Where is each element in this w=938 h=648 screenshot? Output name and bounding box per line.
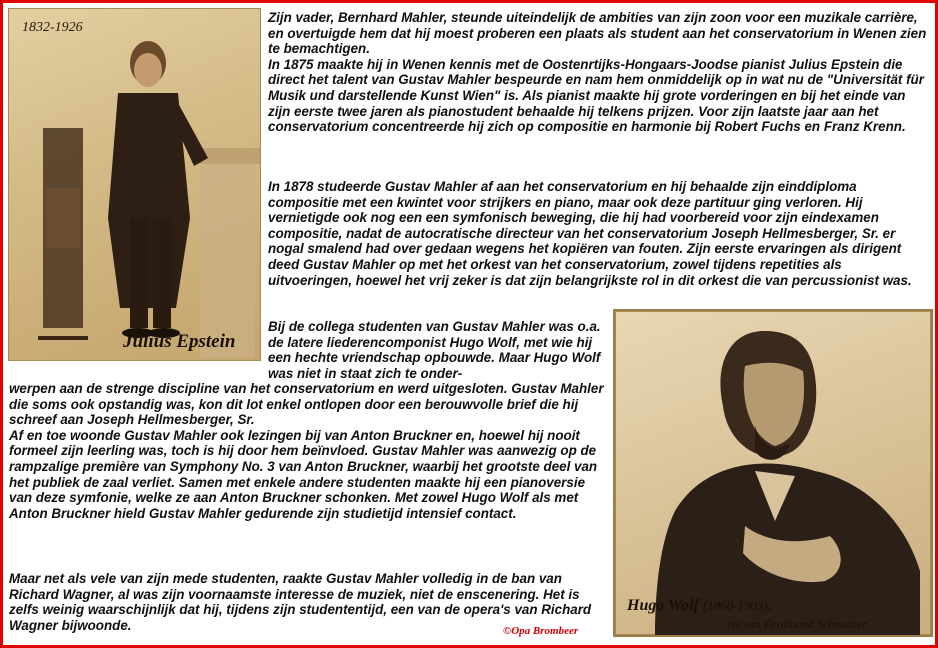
hugo-wolf-figure <box>615 311 931 635</box>
epstein-years: 1832-1926 <box>22 20 83 35</box>
paragraph-epstein: In 1875 maakte hij in Wenen kennis met de Oostenrtijks-Hongaars-Joodse pianist Julius Epstein die direct het talent van Gustav Mahler bespeurde en nam hem onmiddelijk op in wat nu de "Universität für Musik und darstellende Kunst Wien" is. Als pianist maakte hij grote vorderingen en bij het einde van zijn eerste twee jaren als pianostudent behaalde hij telkens prijzen. Voor zijn laatste jaar aan het conservatorium concentreerde hij zich op compositie en harmonie bij Robert Fuchs en Franz Krenn. <box>268 56 924 135</box>
julius-epstein-photo <box>8 8 261 361</box>
epstein-caption: Julius Epstein <box>123 331 236 352</box>
paragraph-wagner: Maar net als vele van zijn mede studenten, raakte Gustav Mahler volledig in de ban van Richard Wagner, al was zijn voornaamste interesse de muziek, niet de enscenering. Het is zelfs weinig waarschijnlijk dat hij, tijdens zijn studententijd, een van de opera's van Richard Wagner bijwoonde. <box>9 571 592 633</box>
etching-credit: ets van Ferdinand Schmutzer <box>727 617 867 631</box>
paragraph-wolf-expelled: werpen aan de strenge discipline van het conservatorium en werd uitgesloten. Gustav Mahler die soms ook opstandig was, kon dit lot enkel ontlopen door een berouwvolle brief die hij schreef aan Joseph Hellmesberger, Sr. <box>9 381 604 428</box>
julius-epstein-figure <box>8 8 261 361</box>
text-block-intro <box>268 10 928 135</box>
paragraph-father: Zijn vader, Bernhard Mahler, steunde uiteindelijk de ambities van zijn zoon voor een muzikale carrière, en overtuigde hem dat hij moest proberen een plaats als student aan het conservatorium in Wenen zien te bemachtigen. <box>268 10 927 57</box>
paragraph-graduation: In 1878 studeerde Gustav Mahler af aan het conservatorium en hij behaalde zijn einddiploma compositie met een kwintet voor strijkers en piano, maar ook deze partituur ging verloren. Hij vernietigde ook nog een een symfonisch beweging, die hij had voorbereid voor zijn eindexamen compositie, nadat de autocratische directeur van het conservatorium Joseph Hellmesberger, Sr. er nogal smalend had over gedaan wegens het kopiëren van fouten. Zijn eerste ervaringen als dirigent deed Gustav Mahler op met het orkest van het conservatorium, zowel tijdens repetities als uitvoeringen, hoewel het vrij zeker is dat zijn belangrijkste rol in dit orkest die van percussionist was. <box>268 179 912 288</box>
wolf-name: Hugo Wolf <box>627 597 699 614</box>
copyright-notice: ©Opa Brombeer <box>503 625 579 637</box>
wolf-caption <box>627 597 771 615</box>
wolf-years: (1860-1903), <box>702 598 772 613</box>
paragraph-wolf-intro: Bij de collega studenten van Gustav Mahler was o.a. de latere liederencomponist Hugo Wolf, met wie hij een hechte vriendschap opbouwde. Maar Hugo Wolf was niet in staat zich te onder- <box>268 319 601 381</box>
paragraph-bruckner: Af en toe woonde Gustav Mahler ook lezingen bij van Anton Bruckner en, hoewel hij nooit formeel zijn leerling was, toch is hij door hem beïnvloed. Gustav Mahler was aanwezig op de rampzalige première van Symphony No. 3 van Anton Bruckner, waarbij het grootste deel van het publiek de zaal verliet. Samen met enkele andere studenten maakte hij een pianoversie van deze symfonie, welke ze aan Anton Bruckner schonken. Met zowel Hugo Wolf als met Anton Bruckner hield Gustav Mahler gedurende zijn studietijd intensief contact. <box>9 427 598 521</box>
text-block-middle <box>9 381 609 521</box>
hugo-wolf-etching <box>613 309 933 637</box>
